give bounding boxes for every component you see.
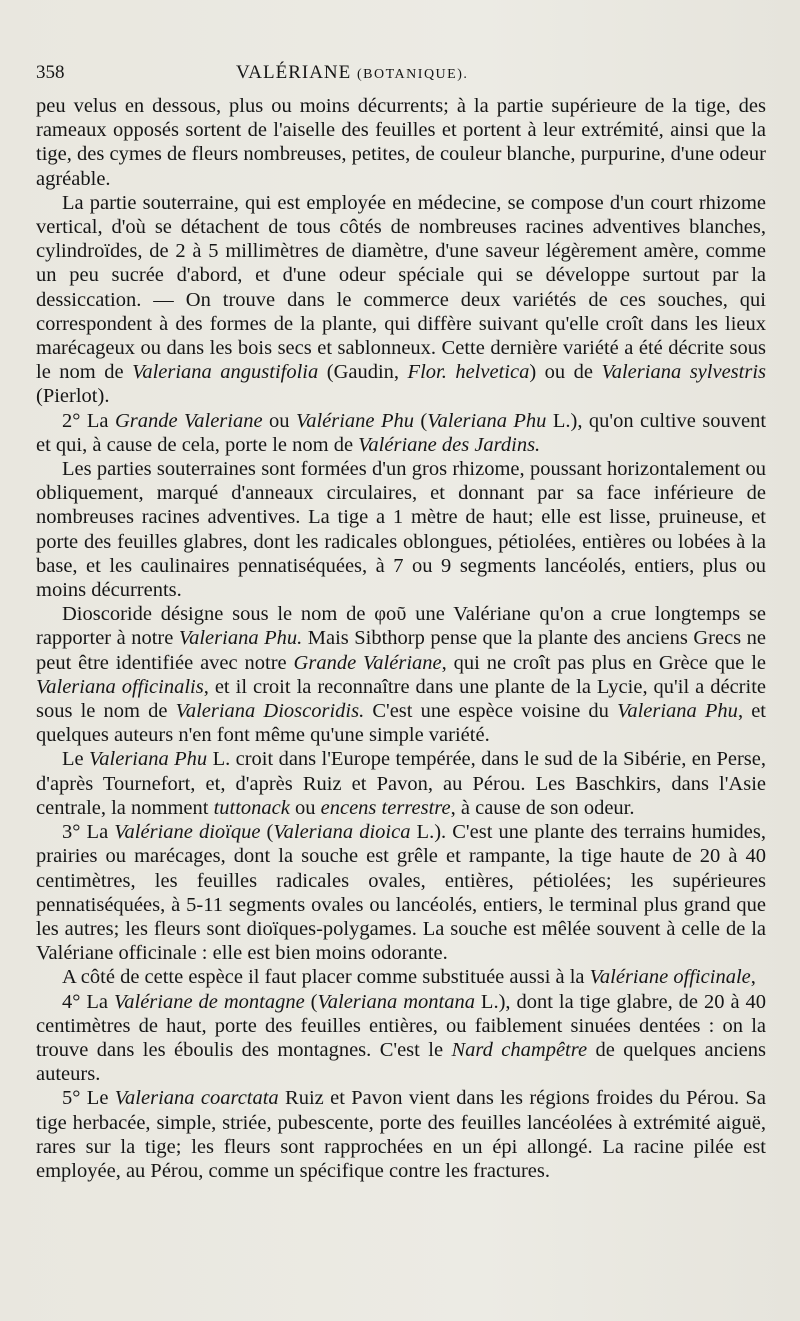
paragraph bbox=[36, 457, 766, 602]
text-run: Les parties souterraines sont formées d'un gros rhizome, poussant horizontalement ou obliquement, marqué d'anneaux circulaires, et donnant par sa face inférieure de nombreuses racines adventives. La tige a 1 mètre de haut; elle est lisse, pruineuse, et porte des feuilles glabres, dont les radicales oblongues, pétiolées, entières ou lobées à la base, et les caulinaires pennatiséquées, à 7 ou 9 segments lancéolés, entiers, plus ou moins décurrents. bbox=[36, 458, 766, 602]
text-run: L.), qu'on cultive souvent et qui, à cause de cela, porte le nom de bbox=[36, 409, 767, 456]
paragraph bbox=[36, 965, 766, 989]
text-run: C'est une espèce voisine du bbox=[364, 700, 618, 723]
text-run: L. croit dans l'Europe tempérée, dans le sud de la Sibérie, en Perse, d'après Tournefort, et, d'après Ruiz et Pavon, au Pérou. Les Baschkirs, dans l'Asie centrale, la nomment bbox=[36, 748, 766, 819]
text-run: L.), dont la tige glabre, de 20 à 40 centimètres de haut, porte des feuilles entières, ou faiblement sinuées dentées : on la trouve dans les éboulis des montagnes. C'est le bbox=[36, 990, 767, 1061]
italic-term: Valériane Phu bbox=[295, 409, 414, 432]
paragraph bbox=[36, 990, 766, 1087]
paragraph bbox=[36, 1086, 766, 1183]
running-title-subject: (BOTANIQUE). bbox=[357, 67, 469, 82]
italic-term: Grande Valeriane bbox=[114, 409, 263, 432]
page-number: 358 bbox=[36, 62, 65, 83]
text-run: Mais Sibthorp pense que la plante des anciens Grecs ne peut être identifiée avec notre bbox=[36, 627, 766, 674]
text-run: peu velus en dessous, plus ou moins décurrents; à la partie supérieure de la tige, des rameaux opposés sortent de l'aiselle des feuilles et portent à leur extrémité, ainsi que la tige, des cymes de fleurs nombreuses, petites, de couleur blanche, purpurine, d'une odeur agréable. bbox=[36, 95, 766, 190]
italic-term: Valériane des Jardins. bbox=[358, 433, 541, 456]
text-run: 5° Le bbox=[62, 1087, 115, 1110]
italic-term: tuttonack bbox=[213, 796, 290, 819]
text-run: (Pierlot). bbox=[36, 385, 110, 408]
text-run: , bbox=[750, 966, 756, 989]
text-run: ( bbox=[413, 409, 428, 432]
text-run: ( bbox=[304, 990, 318, 1013]
text-run: , et il croit la reconnaître dans une plante de la Lycie, qu'il a décrite sous le nom de bbox=[36, 675, 766, 723]
italic-term: encens terrestre bbox=[320, 796, 451, 819]
paragraph bbox=[36, 820, 766, 965]
text-run: Le bbox=[62, 748, 90, 771]
italic-term: Grande Valériane bbox=[293, 651, 442, 674]
text-run: La partie souterraine, qui est employée en médecine, se compose d'un court rhizome vertical, d'où se détachent de tous côtés de nombreuses racines adventives blanches, cylindroïdes, de 2 à 5 millimètres de diamètre, d'une saveur légèrement amère, comme un peu sucrée d'abord, et d'une odeur spéciale qui se développe surtout par la dessiccation. — On trouve dans le commerce deux variétés de ces souches, qui correspondent à des formes de la plante, qui diffère suivant qu'elle croît dans les lieux marécageux ou dans les bois secs et sablonneux. Cette dernière variété a été décrite sous le nom de bbox=[36, 191, 766, 384]
text-run: ( bbox=[260, 821, 274, 844]
text-run: , et quelques auteurs n'en font même qu'une simple variété. bbox=[36, 700, 766, 747]
text-run: 3° La bbox=[62, 821, 115, 844]
italic-term: Valériane de montagne bbox=[114, 990, 305, 1013]
italic-term: Valeriana officinalis bbox=[36, 675, 204, 698]
text-run: de quelques anciens auteurs. bbox=[36, 1038, 767, 1086]
paragraph bbox=[36, 94, 766, 191]
running-title-main: VALÉRIANE bbox=[236, 62, 352, 83]
text-run: 2° La bbox=[62, 409, 115, 432]
text-run: Ruiz et Pavon vient dans les régions froides du Pérou. Sa tige herbacée, simple, striée, pubescente, porte des feuilles lancéolées à extrémité aiguë, rares sur la tige; les fleurs sont rapprochées en un épi allongé. La racine pilée est employée, au Pérou, comme un spécifique contre les fractures. bbox=[36, 1087, 766, 1182]
page-header bbox=[36, 62, 766, 84]
text-run: (Gaudin, bbox=[318, 361, 408, 384]
italic-term: Valeriana dioica bbox=[273, 821, 411, 844]
text-run: , à cause de son odeur. bbox=[450, 796, 635, 819]
text-run: L.). C'est une plante des terrains humides, prairies ou marécages, dont la souche est grêle et rampante, la tige haute de 20 à 40 centimètres, les feuilles radicales ovales, entières, pétiolées; les supérieures pennatiséquées, à 5-11 segments ovales ou lancéolés, entiers, le terminal plus grand que les autres; les fleurs sont dioïques-polygames. La souche est mêlée souvent à celle de la Valériane officinale : elle est bien moins odorante. bbox=[36, 821, 766, 965]
italic-term: Valériane dioïque bbox=[114, 821, 261, 844]
italic-term: Valeriana Phu bbox=[89, 748, 208, 771]
italic-term: Valeriana angustifolia bbox=[132, 361, 319, 384]
italic-term: Valeriana Phu. bbox=[178, 627, 303, 650]
text-run: ) ou de bbox=[529, 361, 602, 384]
italic-term: Valeriana sylvestris bbox=[601, 361, 766, 384]
paragraph bbox=[36, 602, 766, 747]
text-run: , qui ne croît pas plus en Grèce que le bbox=[441, 651, 767, 674]
italic-term: Valériane officinale bbox=[589, 966, 751, 989]
text-run: A côté de cette espèce il faut placer comme substituée aussi à la bbox=[62, 966, 590, 989]
italic-term: Valeriana Phu bbox=[617, 700, 738, 723]
text-run: ou bbox=[289, 796, 321, 819]
paragraph bbox=[36, 747, 766, 820]
italic-term: Valeriana coarctata bbox=[114, 1087, 279, 1110]
text-run: Dioscoride désigne sous le nom de φοῦ une Valériane qu'on a crue longtemps se rapporter à notre bbox=[36, 603, 766, 650]
italic-term: Nard champêtre bbox=[451, 1038, 588, 1061]
paragraph bbox=[36, 191, 766, 409]
page-body bbox=[36, 94, 766, 1183]
italic-term: Valeriana Dioscoridis. bbox=[175, 700, 365, 723]
text-run: 4° La bbox=[62, 990, 115, 1013]
paragraph bbox=[36, 409, 766, 457]
text-run: ou bbox=[262, 409, 296, 432]
italic-term: Valeriana Phu bbox=[427, 409, 547, 432]
italic-term: Valeriana montana bbox=[317, 990, 475, 1013]
running-title bbox=[236, 62, 468, 84]
italic-term: Flor. helvetica bbox=[407, 361, 530, 384]
